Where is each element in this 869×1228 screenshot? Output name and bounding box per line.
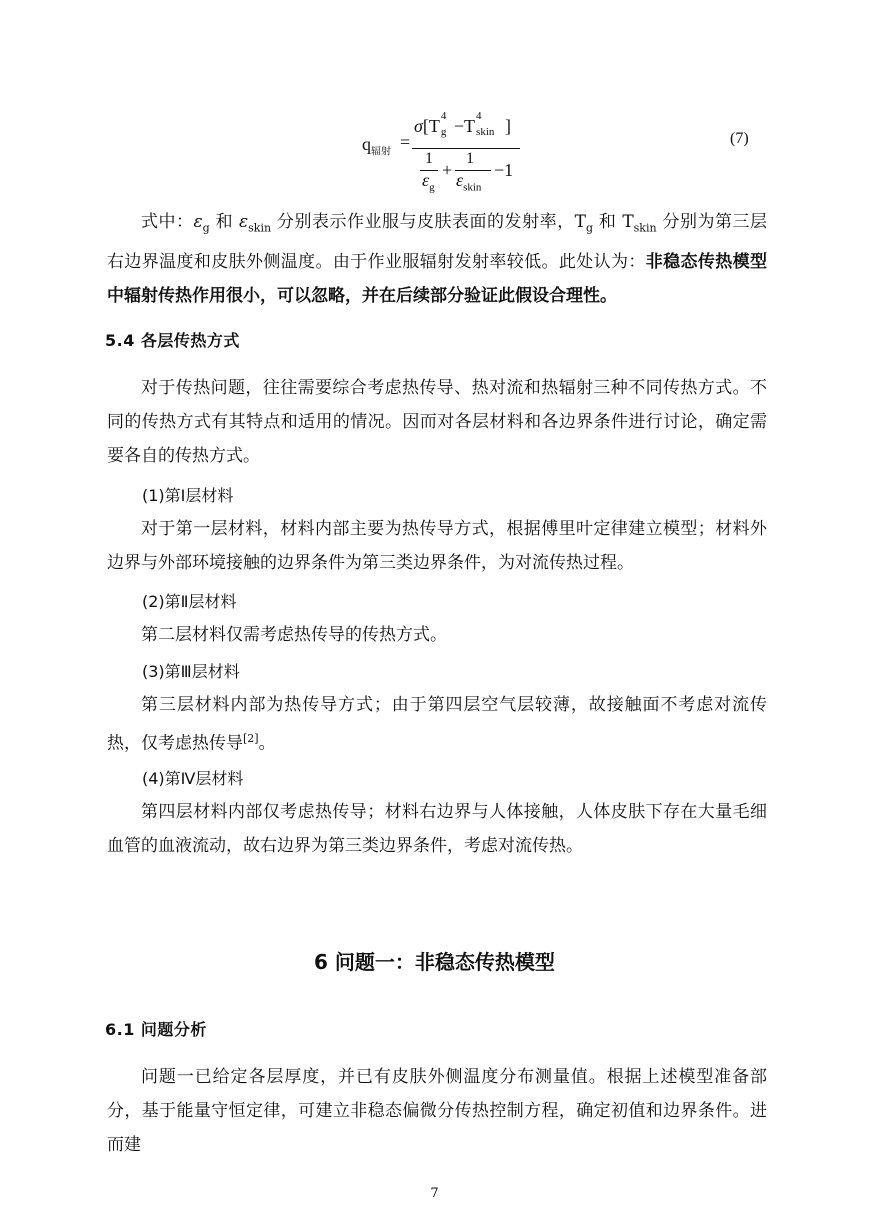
layer-2-text: 第二层材料仅需考虑热传导的传热方式。	[141, 625, 447, 645]
page-number: 7	[430, 1186, 439, 1201]
denom-minus-one: −1	[494, 160, 514, 180]
equation-equals: =	[400, 132, 411, 152]
equation-numerator: σ[T 4 g −T 4 skin ]	[414, 110, 512, 138]
layer-4-label: (4)第Ⅳ层材料	[142, 769, 244, 788]
layer-1-label: (1)第Ⅰ层材料	[142, 486, 234, 505]
paragraph-5-4: 对于传热问题，往往需要综合考虑热传导、热对流和热辐射三种不同传热方式。不同的传热方式有其特点和适用的情况。因而对各层材料和各边界条件进行讨论，确定需要各自的传热方式。	[107, 378, 767, 466]
equation-lhs: $q_{辐射}$	[362, 134, 391, 158]
bold-assumption: 非稳态传热模型中辐射传热作用很小，可以忽略，并在后续部分验证此假设合理性。	[107, 252, 768, 307]
fraction-bar	[412, 148, 520, 149]
section-heading-6-1: 6.1 问题分析	[105, 1020, 207, 1039]
section-heading-6: 6 问题一：非稳态传热模型	[314, 950, 555, 974]
denom-eps-skin: $\varepsilon_{skin}$	[456, 170, 482, 194]
equation-7	[362, 112, 562, 192]
denom-one-a: 1	[425, 150, 433, 167]
denom-one-b: 1	[466, 150, 474, 167]
layer-3-text: 第三层材料内部为热传导方式；由于第四层空气层较薄，故接触面不考虑对流传热，仅考虑热传导[2]。	[107, 695, 767, 754]
layer-1-text: 对于第一层材料，材料内部主要为热传导方式，根据傅里叶定律建立模型；材料外边界与外部环境接触的边界条件为第三类边界条件，为对流传热过程。	[107, 519, 767, 573]
layer-2-label: (2)第Ⅱ层材料	[142, 592, 237, 611]
denom-eps-g: $\varepsilon_g$	[422, 170, 435, 194]
equation-description: 式中：$\varepsilon_g$ 和 $\varepsilon_{skin}$ 分别表示作业服与皮肤表面的发射率，$T_g$ 和 $T_{skin}$ 分别为第三层右边界温度和皮肤外侧温度。由于作业服辐射发射率较低。此处认为：非稳态传热模型中辐射传热作用很小，可以忽略，并在后续部分验证此假设合理性。	[107, 212, 768, 307]
equation-number: (7)	[730, 130, 749, 147]
citation-ref[interactable]: [2]	[243, 732, 259, 745]
section-heading-5-4: 5.4 各层传热方式	[105, 331, 240, 350]
denom-plus: +	[442, 160, 453, 180]
paragraph-6-1: 问题一已给定各层厚度，并已有皮肤外侧温度分布测量值。根据上述模型准备部分，基于能量守恒定律，可建立非稳态偏微分传热控制方程，确定初值和边界条件。进而建	[107, 1067, 767, 1155]
layer-3-label: (3)第Ⅲ层材料	[142, 662, 240, 681]
layer-4-text: 第四层材料内部仅考虑热传导；材料右边界与人体接触，人体皮肤下存在大量毛细血管的血液流动，故右边界为第三类边界条件，考虑对流传热。	[107, 802, 767, 856]
